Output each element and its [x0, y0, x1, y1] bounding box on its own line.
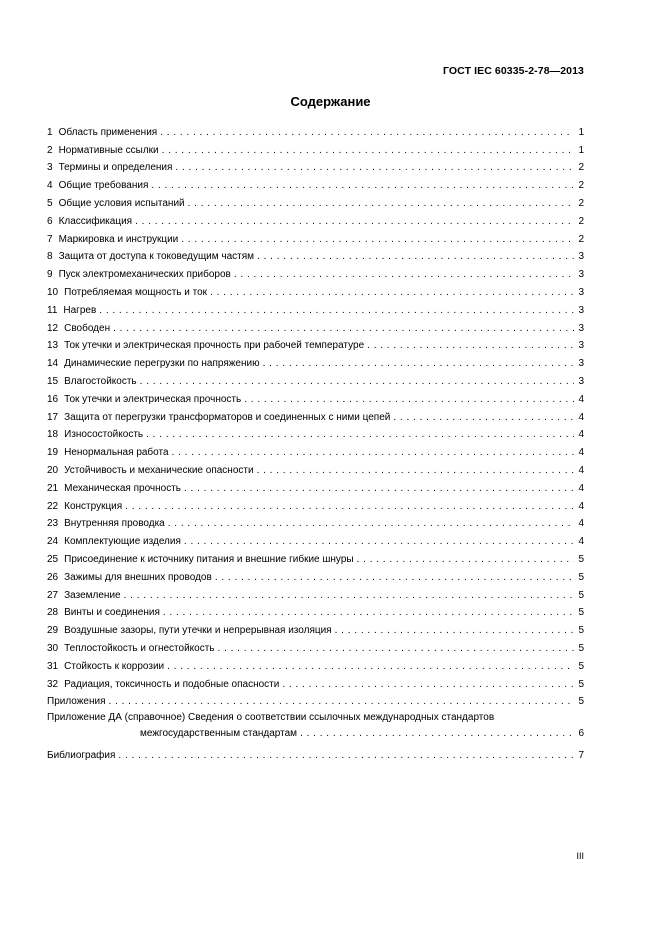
- leader-dots: [172, 447, 574, 459]
- toc-entry-number: 14: [47, 358, 59, 370]
- toc-entry-label: Теплостойкость и огнестойкость: [64, 642, 215, 654]
- toc-entry-number: 28: [47, 607, 59, 619]
- toc-entry-label: Защита от доступа к токоведущим частям: [58, 251, 255, 263]
- toc-entry[interactable]: [47, 673, 584, 691]
- leader-dots: [367, 340, 574, 352]
- toc-entry[interactable]: [47, 619, 584, 637]
- table-of-contents: [47, 121, 584, 762]
- toc-entry-label: Присоединение к источнику питания и внешние гибкие шнуры: [64, 553, 354, 565]
- toc-entry-label: Общие требования: [58, 180, 149, 192]
- standard-designation: ГОСТ IEC 60335-2-78—2013: [442, 65, 584, 77]
- toc-entries: [47, 121, 584, 708]
- toc-entry-page: 5: [578, 660, 584, 672]
- annex-title-line2-text: межгосударственным стандартам: [140, 728, 298, 740]
- toc-entry-number: 17: [47, 411, 59, 423]
- toc-entry-number: 20: [47, 464, 59, 476]
- toc-bibliography-entry[interactable]: [47, 744, 584, 762]
- toc-entry[interactable]: [47, 637, 584, 655]
- leader-dots: [175, 162, 574, 174]
- toc-entry[interactable]: [47, 691, 584, 709]
- toc-entry-number: 2: [47, 144, 53, 156]
- toc-entry-page: 2: [578, 215, 584, 227]
- toc-entry[interactable]: [47, 655, 584, 673]
- toc-entry[interactable]: [47, 477, 584, 495]
- toc-entry-page: 3: [578, 286, 584, 298]
- leader-dots: [99, 305, 574, 317]
- toc-entry-label: Ненормальная работа: [64, 447, 169, 459]
- toc-entry-page: 5: [578, 678, 584, 690]
- leader-dots: [113, 323, 574, 335]
- leader-dots: [151, 180, 574, 192]
- leader-dots: [109, 696, 574, 708]
- annex-title-line2: [140, 728, 584, 739]
- toc-entry[interactable]: [47, 335, 584, 353]
- toc-entry[interactable]: [47, 370, 584, 388]
- toc-entry-page: 5: [578, 696, 584, 708]
- toc-entry-page: 5: [578, 553, 584, 565]
- toc-entry[interactable]: [47, 352, 584, 370]
- leader-dots: [184, 483, 574, 495]
- toc-entry-label: Свободен: [64, 322, 111, 334]
- leader-dots: [124, 590, 574, 602]
- toc-entry-page: 3: [578, 269, 584, 281]
- leader-dots: [162, 145, 574, 157]
- leader-dots: [140, 376, 574, 388]
- toc-entry-label: Ток утечки и электрическая прочность: [64, 393, 242, 405]
- toc-entry[interactable]: [47, 228, 584, 246]
- toc-entry-page: 5: [578, 642, 584, 654]
- toc-entry-label: Зажимы для внешних проводов: [64, 571, 212, 583]
- toc-entry-page: 1: [578, 126, 584, 138]
- leader-dots: [300, 728, 575, 739]
- toc-entry-page: 5: [578, 607, 584, 619]
- toc-entry-label: Потребляемая мощность и ток: [64, 286, 208, 298]
- toc-entry-label: Износостойкость: [64, 429, 144, 441]
- toc-entry[interactable]: [47, 602, 584, 620]
- leader-dots: [188, 198, 574, 210]
- toc-entry-page: 3: [578, 251, 584, 263]
- toc-entry-number: 24: [47, 536, 59, 548]
- toc-entry-label: Термины и определения: [58, 162, 173, 174]
- toc-entry-page: 2: [578, 197, 584, 209]
- toc-entry-page: 1: [578, 144, 584, 156]
- toc-entry-page: 4: [578, 464, 584, 476]
- toc-entry[interactable]: [47, 121, 584, 139]
- toc-entry-number: 7: [47, 233, 53, 245]
- toc-entry-number: 1: [47, 126, 53, 138]
- leader-dots: [168, 518, 574, 530]
- toc-entry-number: 30: [47, 642, 59, 654]
- toc-entry[interactable]: [47, 299, 584, 317]
- toc-entry[interactable]: [47, 441, 584, 459]
- leader-dots: [335, 625, 574, 637]
- toc-entry-page: 5: [578, 571, 584, 583]
- leader-dots: [181, 234, 574, 246]
- toc-entry-number: 16: [47, 393, 59, 405]
- leader-dots: [218, 643, 574, 655]
- toc-entry-page: 4: [578, 518, 584, 530]
- toc-entry[interactable]: [47, 157, 584, 175]
- toc-entry-label: Защита от перегрузки трансформаторов и соединенных с ними цепей: [64, 411, 391, 423]
- page-number: III: [576, 851, 584, 861]
- toc-entry-number: 23: [47, 518, 59, 530]
- leader-dots: [160, 127, 574, 139]
- toc-entry[interactable]: [47, 263, 584, 281]
- toc-entry-number: 27: [47, 589, 59, 601]
- leader-dots: [146, 429, 574, 441]
- toc-entry-label: Ток утечки и электрическая прочность при рабочей температуре: [64, 340, 365, 352]
- toc-entry-number: 26: [47, 571, 59, 583]
- bibliography-page: 7: [578, 750, 584, 762]
- toc-entry-label: Влагостойкость: [64, 375, 137, 387]
- toc-entry[interactable]: [47, 495, 584, 513]
- toc-entry-label: Заземление: [64, 589, 121, 601]
- toc-entry[interactable]: [47, 139, 584, 157]
- leader-dots: [257, 251, 574, 263]
- toc-entry-page: 3: [578, 322, 584, 334]
- toc-entry-number: 22: [47, 500, 59, 512]
- toc-entry-number: 8: [47, 251, 53, 263]
- leader-dots: [244, 394, 574, 406]
- toc-entry-label: Устойчивость и механические опасности: [64, 464, 254, 476]
- leader-dots: [125, 501, 574, 513]
- toc-entry-number: 29: [47, 625, 59, 637]
- toc-entry[interactable]: [47, 548, 584, 566]
- toc-entry-page: 4: [578, 393, 584, 405]
- toc-entry-label: Конструкция: [64, 500, 123, 512]
- leader-dots: [118, 750, 574, 762]
- toc-entry-label: Область применения: [58, 126, 158, 138]
- toc-entry-page: 3: [578, 340, 584, 352]
- toc-entry-page: 2: [578, 162, 584, 174]
- bibliography-label: Библиография: [47, 750, 116, 762]
- toc-entry-page: 2: [578, 180, 584, 192]
- toc-entry-number: 6: [47, 215, 53, 227]
- toc-entry-page: 5: [578, 589, 584, 601]
- toc-entry-page: 4: [578, 500, 584, 512]
- toc-entry-number: 4: [47, 180, 53, 192]
- toc-entry-page: 4: [578, 447, 584, 459]
- toc-entry[interactable]: [47, 406, 584, 424]
- toc-entry-number: 32: [47, 678, 59, 690]
- toc-title: Содержание: [290, 94, 371, 109]
- leader-dots: [357, 554, 574, 566]
- toc-entry-label: Динамические перегрузки по напряжению: [64, 358, 260, 370]
- toc-entry-number: 15: [47, 375, 59, 387]
- toc-entry-number: 11: [47, 304, 58, 316]
- leader-dots: [234, 269, 574, 281]
- toc-entry-page: 4: [578, 536, 584, 548]
- toc-entry-page: 3: [578, 304, 584, 316]
- leader-dots: [167, 661, 574, 673]
- toc-entry-page: 3: [578, 375, 584, 387]
- toc-entry[interactable]: [47, 192, 584, 210]
- toc-entry-label: Классификация: [58, 215, 133, 227]
- toc-entry-page: 2: [578, 233, 584, 245]
- leader-dots: [263, 358, 574, 370]
- toc-entry[interactable]: [47, 281, 584, 299]
- toc-entry-number: 25: [47, 553, 59, 565]
- leader-dots: [210, 287, 574, 299]
- toc-entry-label: Воздушные зазоры, пути утечки и непрерывная изоляция: [64, 625, 332, 637]
- toc-entry-label: Маркировка и инструкции: [58, 233, 179, 245]
- toc-entry-page: 4: [578, 429, 584, 441]
- toc-annex-entry[interactable]: [47, 708, 584, 744]
- leader-dots: [215, 572, 574, 584]
- toc-entry-number: 31: [47, 660, 59, 672]
- toc-entry[interactable]: [47, 174, 584, 192]
- toc-entry[interactable]: [47, 566, 584, 584]
- toc-entry-number: 5: [47, 197, 53, 209]
- leader-dots: [393, 412, 574, 424]
- toc-entry-number: 12: [47, 322, 59, 334]
- toc-entry-label: Общие условия испытаний: [58, 197, 185, 209]
- toc-entry-page: 4: [578, 411, 584, 423]
- toc-entry-label: Внутренняя проводка: [64, 518, 165, 530]
- toc-entry-number: 21: [47, 482, 59, 494]
- leader-dots: [257, 465, 574, 477]
- toc-entry-page: 3: [578, 358, 584, 370]
- toc-entry-label: Приложения: [47, 696, 106, 708]
- toc-entry[interactable]: [47, 317, 584, 335]
- toc-entry-label: Механическая прочность: [64, 482, 181, 494]
- toc-entry-label: Радиация, токсичность и подобные опасности: [64, 678, 280, 690]
- leader-dots: [184, 536, 574, 548]
- toc-entry-label: Стойкость к коррозии: [64, 660, 165, 672]
- toc-entry[interactable]: [47, 530, 584, 548]
- toc-entry-number: 13: [47, 340, 59, 352]
- toc-entry-number: 19: [47, 447, 59, 459]
- annex-title-line1: Приложение ДА (справочное) Сведения о соответствии ссылочных международных стандартов: [47, 712, 495, 724]
- toc-entry-label: Пуск электромеханических приборов: [58, 269, 231, 281]
- toc-entry-label: Комплектующие изделия: [64, 536, 181, 548]
- toc-entry[interactable]: [47, 388, 584, 406]
- annex-page: 6: [578, 728, 584, 740]
- toc-entry-label: Нагрев: [63, 304, 97, 316]
- toc-entry-number: 3: [47, 162, 53, 174]
- toc-entry-page: 4: [578, 482, 584, 494]
- toc-entry[interactable]: [47, 459, 584, 477]
- toc-entry[interactable]: [47, 424, 584, 442]
- toc-entry-number: 9: [47, 269, 53, 281]
- toc-entry[interactable]: [47, 246, 584, 264]
- toc-entry[interactable]: [47, 210, 584, 228]
- toc-entry[interactable]: [47, 513, 584, 531]
- toc-entry[interactable]: [47, 584, 584, 602]
- toc-entry-label: Нормативные ссылки: [58, 144, 159, 156]
- toc-entry-page: 5: [578, 625, 584, 637]
- toc-entry-number: 18: [47, 429, 59, 441]
- toc-entry-label: Винты и соединения: [64, 607, 160, 619]
- leader-dots: [163, 607, 574, 619]
- leader-dots: [135, 216, 574, 228]
- toc-entry-number: 10: [47, 286, 59, 298]
- leader-dots: [282, 679, 574, 691]
